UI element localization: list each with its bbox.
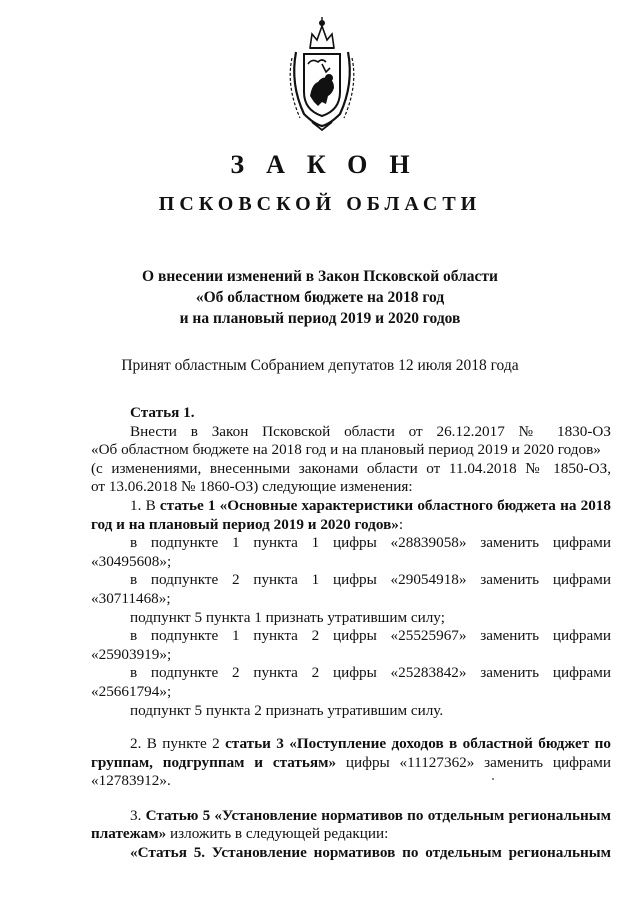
item-1: 1. В статье 1 «Основные характеристики областного бюджета на 2018 год и на плановый период 2019 и 2020 годов»: xyxy=(91,496,611,533)
law-subject xyxy=(0,266,640,329)
coat-of-arms-emblem xyxy=(282,14,362,132)
law-body xyxy=(91,404,611,863)
subitem-5-line-2: «25661794»; xyxy=(91,682,172,700)
law-title: ЗАКОН xyxy=(230,150,432,179)
subitem-2-line-2: «30711468»; xyxy=(91,589,171,607)
adoption-date: Принят областным Собранием депутатов 12 июля 2018 года xyxy=(121,357,519,374)
subitem-4-line-1: в подпункте 1 пункта 2 цифры «25525967» заменить цифрами xyxy=(130,627,611,645)
subitem-6: подпункт 5 пункта 2 признать утратившим силу. xyxy=(130,701,444,719)
subitem-3: подпункт 5 пункта 1 признать утратившим силу; xyxy=(130,608,445,626)
subject-line-2: «Об областном бюджете на 2018 год xyxy=(195,289,445,306)
article-1-heading: Статья 1. xyxy=(130,404,195,421)
scan-speck xyxy=(492,778,494,780)
region-title: ПСКОВСКОЙ ОБЛАСТИ xyxy=(158,193,482,215)
subitem-4-line-2: «25903919»; xyxy=(91,645,172,663)
subitem-1-line-2: «30495608»; xyxy=(91,552,172,570)
subitem-5-line-1: в подпункте 2 пункта 2 цифры «25283842» заменить цифрами xyxy=(130,664,611,682)
subitem-1-line-1: в подпункте 1 пункта 1 цифры «28839058» заменить цифрами xyxy=(130,534,611,552)
subject-line-1: О внесении изменений в Закон Псковской области xyxy=(142,268,498,285)
subitem-2-line-1: в подпункте 2 пункта 1 цифры «29054918» заменить цифрами xyxy=(130,571,611,589)
item-3: 3. Статью 5 «Установление нормативов по отдельным региональным платежам» изложить в следующей редакции: xyxy=(91,806,611,843)
article-1-intro-line-3: (с изменениями, внесенными законами области от 11.04.2018 № 1850-ОЗ, xyxy=(91,459,611,477)
article-1-intro-line-1: Внести в Закон Псковской области от 26.12.2017 № 1830-ОЗ xyxy=(130,422,611,440)
subject-line-3: и на плановый период 2019 и 2020 годов xyxy=(179,310,461,327)
quoted-article-5-heading: «Статья 5. Установление нормативов по отдельным региональным xyxy=(130,844,611,862)
article-1-intro-line-4: от 13.06.2018 № 1860-ОЗ) следующие изменения: xyxy=(91,478,413,496)
item-2: 2. В пункте 2 статьи 3 «Поступление доходов в областной бюджет по группам, подгруппам и статьям» цифры «11127362» заменить цифрами «12783912». xyxy=(91,735,611,790)
article-1-intro-line-2: «Об областном бюджете на 2018 год и на плановый период 2019 и 2020 годов» xyxy=(91,441,601,459)
